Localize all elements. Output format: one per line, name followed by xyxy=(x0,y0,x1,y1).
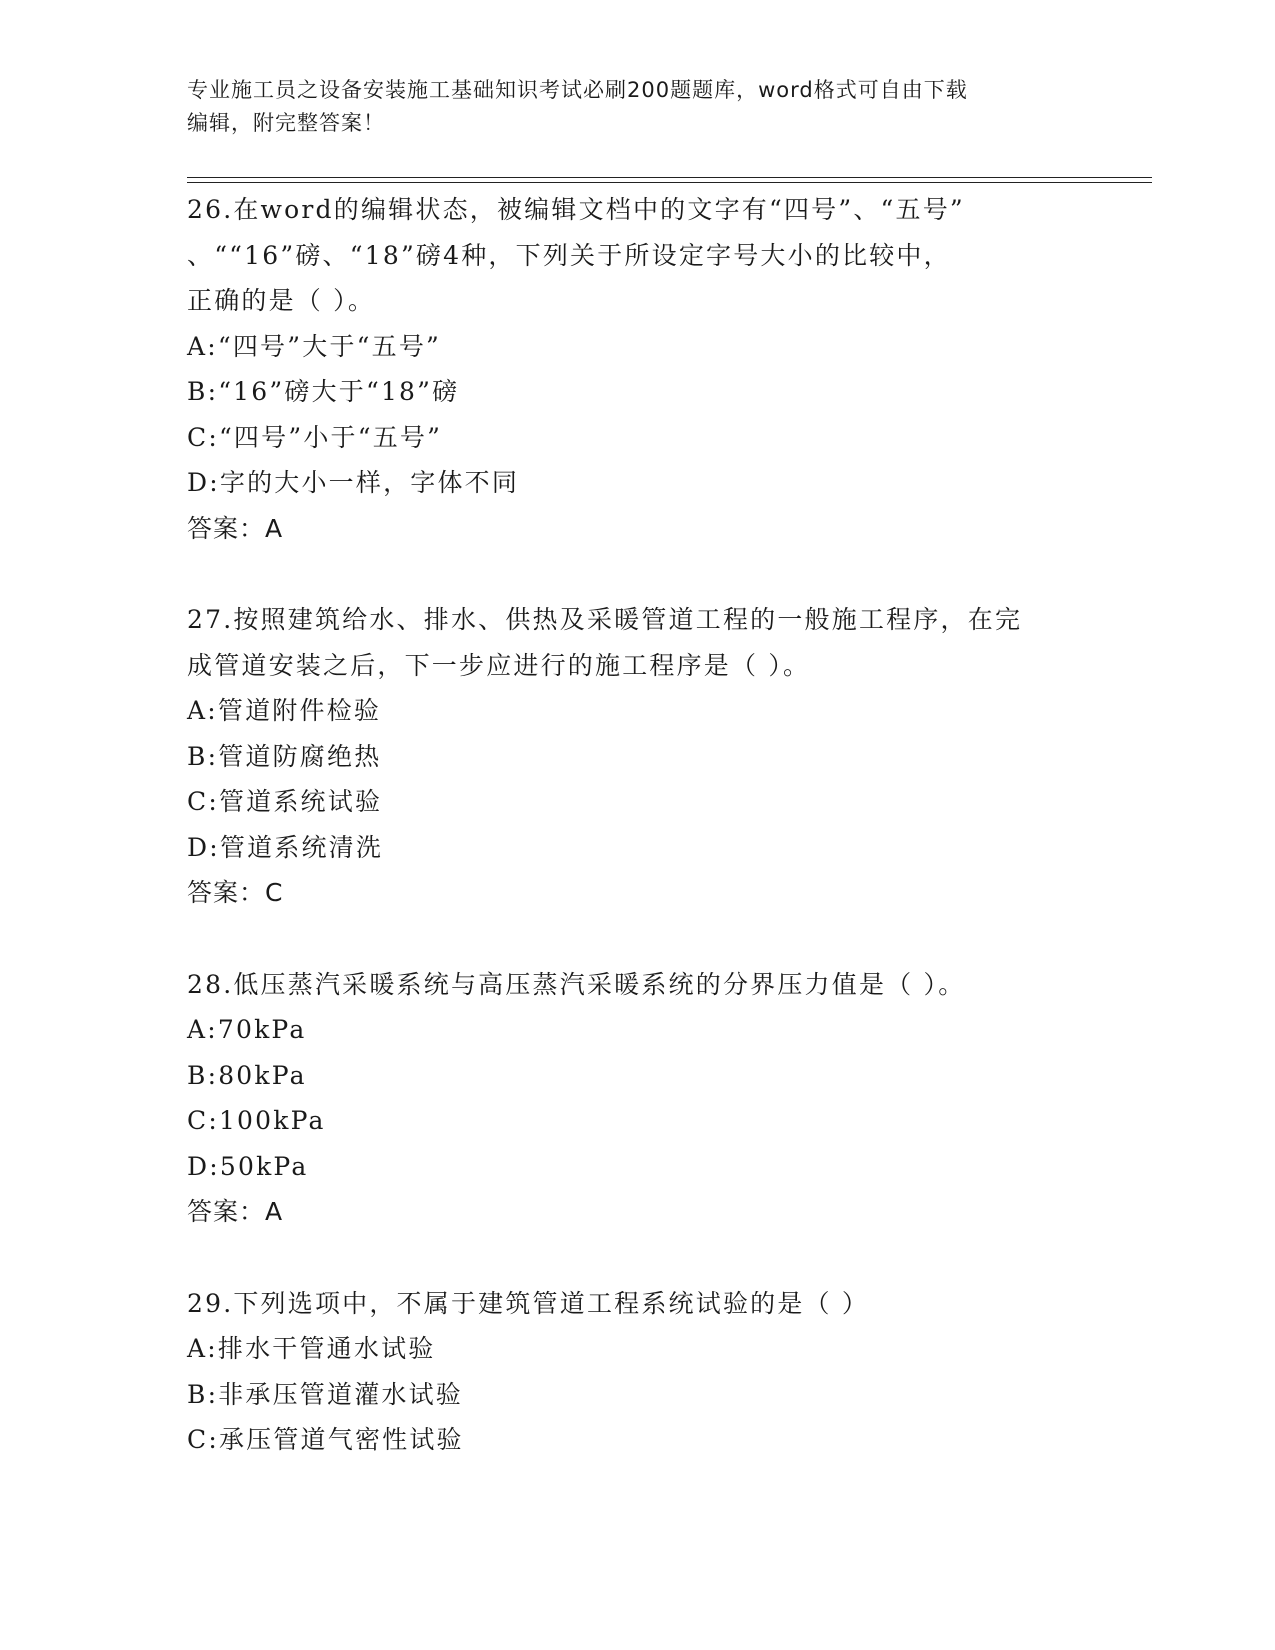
question-text: 28.低压蒸汽采暖系统与高压蒸汽采暖系统的分界压力值是（ ）。 xyxy=(187,969,966,999)
option-a: A:70kPa xyxy=(187,1015,307,1044)
question-text: 正确的是（ ）。 xyxy=(187,286,376,315)
option-c: C:100kPa xyxy=(187,1106,326,1135)
question-27 xyxy=(187,597,1087,916)
header-rule-bottom xyxy=(187,182,1152,183)
option-c: C:管道系统试验 xyxy=(187,787,383,816)
question-list xyxy=(187,187,1087,1509)
option-b: B:管道防腐绝热 xyxy=(187,741,382,771)
option-b: B:“16”磅大于“18”磅 xyxy=(187,377,460,406)
header-line-1: 专业施工员之设备安装施工基础知识考试必刷200题题库，word格式可自由下载 xyxy=(187,78,968,102)
document-header xyxy=(187,74,1087,140)
answer: 答案：A xyxy=(187,513,284,543)
question-text: 、““16”磅、“18”磅4种，下列关于所设定字号大小的比较中， xyxy=(187,240,951,270)
header-rule-top xyxy=(187,177,1152,178)
option-b: B:非承压管道灌水试验 xyxy=(187,1379,463,1409)
option-a: A:排水干管通水试验 xyxy=(187,1334,436,1363)
question-text: 成管道安装之后，下一步应进行的施工程序是（ ）。 xyxy=(187,650,811,680)
question-text: 26.在word的编辑状态，被编辑文档中的文字有“四号”、“五号” xyxy=(187,195,965,224)
option-d: D:管道系统清洗 xyxy=(187,832,384,862)
answer: 答案：C xyxy=(187,878,284,907)
option-a: A:管道附件检验 xyxy=(187,696,382,725)
option-d: D:50kPa xyxy=(187,1151,309,1181)
question-text: 29.下列选项中，不属于建筑管道工程系统试验的是（ ） xyxy=(187,1288,870,1318)
question-text: 27.按照建筑给水、排水、供热及采暖管道工程的一般施工程序，在完 xyxy=(187,605,1023,634)
question-28 xyxy=(187,962,1087,1235)
option-a: A:“四号”大于“五号” xyxy=(187,331,442,361)
option-c: C:“四号”小于“五号” xyxy=(187,422,443,452)
header-line-2: 编辑，附完整答案！ xyxy=(187,111,385,135)
option-b: B:80kPa xyxy=(187,1060,307,1090)
option-d: D:字的大小一样，字体不同 xyxy=(187,468,520,497)
question-29 xyxy=(187,1281,1087,1463)
question-26 xyxy=(187,187,1087,551)
option-c: C:承压管道气密性试验 xyxy=(187,1425,464,1454)
answer: 答案：A xyxy=(187,1197,284,1226)
